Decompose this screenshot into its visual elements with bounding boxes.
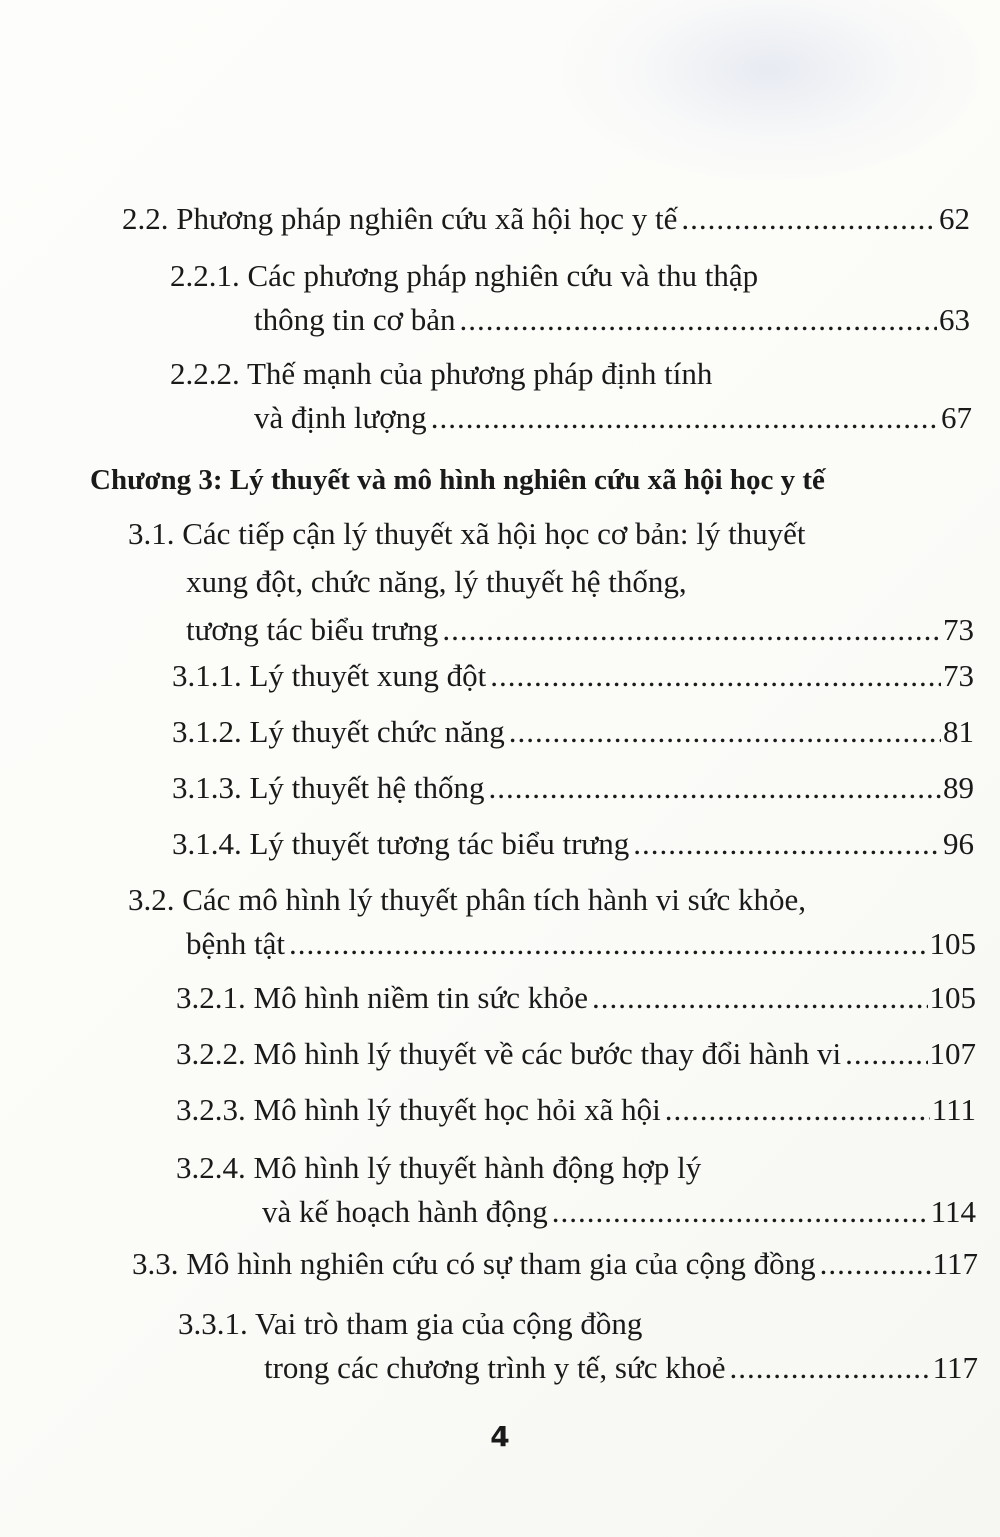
toc-entry-title: thông tin cơ bản	[254, 302, 456, 337]
toc-page-number: 89	[943, 770, 974, 805]
toc-entry-3-1-2[interactable]	[172, 710, 974, 754]
toc-entry-title: 3.1.1. Lý thuyết xung đột	[172, 658, 487, 693]
toc-entry-2-2-1[interactable]	[170, 254, 970, 342]
toc-page-number: 96	[943, 826, 974, 861]
toc-page-number: 67	[941, 400, 972, 435]
toc-page-number: 105	[929, 926, 976, 961]
toc-page-number: 81	[943, 714, 974, 749]
leader-dots	[442, 608, 941, 652]
toc-entry-title: trong các chương trình y tế, sức khoẻ	[264, 1350, 726, 1385]
leader-dots	[845, 1032, 927, 1076]
toc-entry-2-2-2[interactable]	[170, 352, 972, 440]
toc-entry-3-3[interactable]	[132, 1242, 978, 1286]
toc-entry-title: và định lượng	[254, 400, 427, 435]
toc-page-number: 73	[943, 612, 974, 647]
scan-light-glare	[560, 0, 980, 180]
toc-entry-3-2[interactable]	[128, 878, 976, 966]
toc-entry-title: 2.2. Phương pháp nghiên cứu xã hội học y tế	[122, 201, 678, 236]
leader-dots	[552, 1190, 929, 1234]
toc-page-number: 114	[930, 1194, 976, 1229]
leader-dots	[509, 710, 941, 754]
leader-dots	[729, 1346, 930, 1390]
toc-page-number: 73	[943, 658, 974, 693]
toc-page-number: 117	[932, 1246, 978, 1281]
toc-page-number: 111	[931, 1092, 976, 1127]
toc-page-number: 63	[939, 302, 970, 337]
toc-entry-title-line: 2.2.1. Các phương pháp nghiên cứu và thu thập	[170, 258, 759, 293]
toc-entry-title: 3.1.3. Lý thuyết hệ thống	[172, 770, 485, 805]
toc-entry-title-line: 3.2.4. Mô hình lý thuyết hành động hợp lý	[176, 1150, 702, 1185]
leader-dots	[681, 197, 937, 241]
toc-entry-title: 3.2.3. Mô hình lý thuyết học hỏi xã hội	[176, 1092, 661, 1127]
toc-entry-3-2-3[interactable]	[176, 1088, 976, 1132]
toc-entry-3-3-1[interactable]	[178, 1302, 978, 1390]
toc-entry-3-2-2[interactable]	[176, 1032, 976, 1076]
leader-dots	[460, 298, 938, 342]
toc-page-number: 105	[929, 980, 976, 1015]
chapter-3-heading[interactable]: Chương 3: Lý thuyết và mô hình nghiên cứu xã hội học y tế	[90, 464, 825, 496]
toc-entry-title: 3.2.2. Mô hình lý thuyết về các bước thay đổi hành vi	[176, 1036, 842, 1071]
toc-entry-title: 3.2.1. Mô hình niềm tin sức khỏe	[176, 980, 589, 1015]
toc-page-number: 107	[929, 1036, 976, 1071]
toc-page-number: 117	[932, 1350, 978, 1385]
page-number: 4	[490, 1420, 510, 1453]
leader-dots	[490, 654, 941, 698]
toc-entry-title: tương tác biểu trưng	[186, 612, 439, 647]
toc-entry-title: 3.1.2. Lý thuyết chức năng	[172, 714, 505, 749]
toc-entry-title: bệnh tật	[186, 926, 285, 961]
toc-entry-3-1-3[interactable]	[172, 766, 974, 810]
toc-entry-title: và kế hoạch hành động	[262, 1194, 548, 1229]
leader-dots	[820, 1242, 931, 1286]
toc-entry-3-2-1[interactable]	[176, 976, 976, 1020]
toc-entry-title: 3.1.4. Lý thuyết tương tác biểu trưng	[172, 826, 630, 861]
toc-page-number: 62	[939, 201, 970, 236]
leader-dots	[665, 1088, 930, 1132]
toc-entry-title-line: 3.2. Các mô hình lý thuyết phân tích hành vi sức khỏe,	[128, 882, 807, 917]
leader-dots	[489, 766, 941, 810]
toc-entry-title-line: 3.1. Các tiếp cận lý thuyết xã hội học cơ bản: lý thuyết	[128, 516, 806, 551]
toc-entry-title-line: 2.2.2. Thế mạnh của phương pháp định tính	[170, 356, 713, 391]
toc-entry-3-1-4[interactable]	[172, 822, 974, 866]
leader-dots	[592, 976, 927, 1020]
leader-dots	[289, 922, 928, 966]
toc-entry-3-1-1[interactable]	[172, 654, 974, 698]
toc-entry-title-line: xung đột, chức năng, lý thuyết hệ thống,	[186, 564, 687, 599]
leader-dots	[633, 822, 941, 866]
toc-entry-3-2-4[interactable]	[176, 1146, 976, 1234]
toc-entry-title: 3.3. Mô hình nghiên cứu có sự tham gia của cộng đồng	[132, 1246, 816, 1281]
toc-entry-3-1[interactable]	[128, 512, 974, 652]
toc-entry-title-line: 3.3.1. Vai trò tham gia của cộng đồng	[178, 1306, 643, 1341]
toc-entry-2-2[interactable]	[122, 197, 970, 241]
leader-dots	[431, 396, 939, 440]
